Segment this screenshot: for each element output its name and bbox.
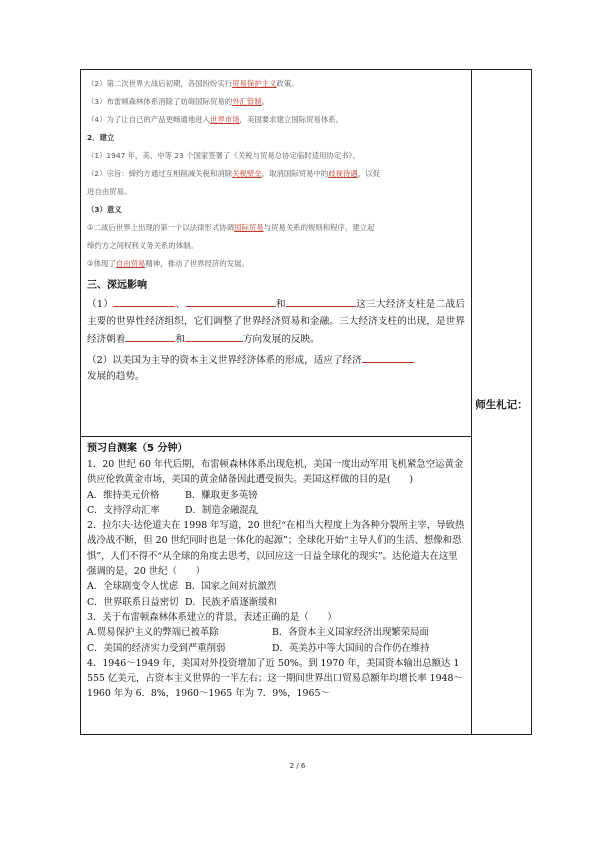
blank-field[interactable] [125, 330, 175, 342]
page-number: 2 / 6 [289, 762, 306, 770]
option-row [87, 641, 465, 656]
highlighted-term: 国际贸易 [234, 223, 264, 232]
note-text: ，以促 [357, 169, 381, 178]
note-text: 精神，推动了世界经济的发展。 [145, 259, 249, 268]
highlighted-term: 歧视待遇 [328, 169, 358, 178]
blank-field[interactable] [286, 295, 356, 307]
p1-part: 方向发展的反映。 [242, 334, 320, 345]
note-line [87, 183, 465, 201]
answer-option[interactable]: A.贸易保护主义的弊端已被革除 [87, 627, 219, 639]
answer-option[interactable]: D．英美苏中等大国间的合作仍在维持 [272, 642, 430, 654]
note-text: 进自由贸易。 [87, 187, 132, 196]
section-paragraph-1 [87, 295, 465, 349]
p2-part: （2）以美国为主导的资本主义世界经济体系的形成，适应了经济 [87, 354, 362, 366]
highlighted-term: 贸易保护主义 [232, 79, 277, 88]
blank-field[interactable] [362, 351, 414, 363]
question-3: 3．关于布雷顿森林体系建立的背景，表述正确的是（ ） [87, 611, 337, 623]
subsection-head [87, 129, 465, 147]
option-row [87, 595, 465, 610]
note-line [87, 111, 465, 129]
section-paragraph-2 [87, 351, 465, 386]
note-line [87, 255, 465, 273]
highlighted-term: 外汇管制 [232, 97, 262, 106]
p1-part: 这三大经济支柱是二战后主要的世界性经济组织，它们调整了世界经济贸易和金融。三大经济支柱的出现，是世界经济朝着 [87, 299, 466, 345]
p1-part: （1） [87, 299, 114, 310]
option-row [87, 503, 465, 518]
note-text: 与贸易关系的规则和程序，建立起 [263, 223, 375, 232]
answer-option[interactable]: A．维持美元价格 [87, 489, 160, 501]
note-line [87, 165, 465, 183]
p2-part: 发展的趋势。 [87, 371, 145, 382]
blank-field[interactable] [185, 330, 243, 342]
answer-option[interactable]: C．美国的经济实力受到严重削弱 [87, 642, 226, 654]
note-text: ②体现了 [87, 259, 116, 268]
note-text: （3）布雷顿森林体系消除了妨碍国际贸易的 [87, 97, 233, 106]
answer-option[interactable]: B．国家之间对抗激烈 [185, 581, 277, 593]
answer-option[interactable]: D．制造金融混乱 [185, 504, 259, 516]
notes-cell [81, 70, 472, 437]
note-text: ①二战后世界上出现的第一个以法律形式协调 [87, 223, 235, 232]
note-text: （2）宗旨：締约方通过互相削减关税和消除 [87, 169, 233, 178]
option-row [87, 488, 465, 503]
note-text: ，取消国际贸易中的 [261, 169, 329, 178]
answer-option[interactable]: C．支持浮动汇率 [87, 504, 160, 516]
note-text: （4）为了让自己的产品更畅通地进入 [87, 115, 210, 124]
self-test-title: 预习自测案（5 分钟） [87, 443, 188, 454]
p1-part: 和 [275, 299, 286, 310]
subsection-head-text: （3）意义 [87, 205, 122, 214]
faint-notes [87, 75, 465, 273]
answer-option[interactable]: B．赚取更多英镑 [185, 489, 258, 501]
option-row [87, 625, 465, 640]
question-3-options [87, 625, 465, 656]
subsection-head [87, 201, 465, 219]
p1-part: 、 [175, 299, 186, 310]
lesson-table [80, 69, 532, 735]
question-2: 2．拉尔夫·达伦道夫在 1998 年写道，20 世纪“在相当大程度上为各种分裂所主宰，导致热战冷战不断，但 20 世纪同时也是一体化的起源”；全球化开始“主导人们的生活、想像和恐惧”，人们不得不“从全球的角度去思考，以回应这一日益全球化的现实”。达伦道夫在这里强调的是，20 世纪（ ） [87, 520, 465, 578]
question-1-options [87, 488, 465, 519]
answer-option[interactable]: A．全球剧变令人忧虑 [87, 581, 179, 593]
p1-part: 和 [175, 334, 185, 345]
side-column [472, 70, 532, 735]
answer-option[interactable]: D．民族矛盾逐渐缓和 [185, 596, 277, 608]
question-4: 4．1946～1949 年，美国对外投资增加了近 50%。到 1970 年，美国资本输出总额达 1 555 亿美元，占资本主义世界的一半左右；这一期间世界出口贸易总额年均增长率 1948～1960 年为 6．8%，1960～1965 年为 7．9%，1965～ [87, 657, 469, 700]
note-text: （1）1947 年，美、中等 23 个国家签署了《关税与贸易总协定临时适用协定书》。 [87, 151, 360, 160]
note-line [87, 147, 465, 165]
answer-option[interactable]: B．各资本主义国家经济出现繁荣局面 [272, 627, 429, 639]
question-2-options [87, 579, 465, 610]
highlighted-term: 自由贸易 [115, 259, 146, 268]
self-test-cell [81, 437, 472, 735]
note-text: 政策。 [276, 79, 299, 88]
note-line [87, 237, 465, 255]
note-text: ，美国要求建立国际贸易体系。 [239, 115, 344, 124]
note-text: 。 [261, 97, 270, 106]
note-text: （2）第二次世界大战后初期，各国纷纷实行 [87, 79, 233, 88]
subsection-head-text: 2．建立 [87, 133, 115, 142]
blank-field[interactable] [113, 295, 175, 307]
note-line [87, 219, 465, 237]
highlighted-term: 关税壁垒 [232, 169, 262, 178]
question-1: 1．20 世纪 60 年代后期，布雷顿森林体系出现危机，美国一度出动军用飞机紧急空运黄金供应伦敦黄金市场，美国的黄金储备因此遭受损失。美国这样做的目的是( ) [87, 459, 464, 486]
note-text: 缔约方之间权利义务关系的体制。 [87, 241, 198, 250]
side-note-label: 师生札记： [475, 398, 528, 411]
highlighted-term: 世界市场 [209, 115, 240, 124]
answer-option[interactable]: C．世界联系日益密切 [87, 596, 179, 608]
note-line [87, 75, 465, 93]
blank-field[interactable] [186, 295, 276, 307]
section-title: 三、深远影响 [87, 280, 147, 291]
note-line [87, 93, 465, 111]
option-row [87, 579, 465, 594]
